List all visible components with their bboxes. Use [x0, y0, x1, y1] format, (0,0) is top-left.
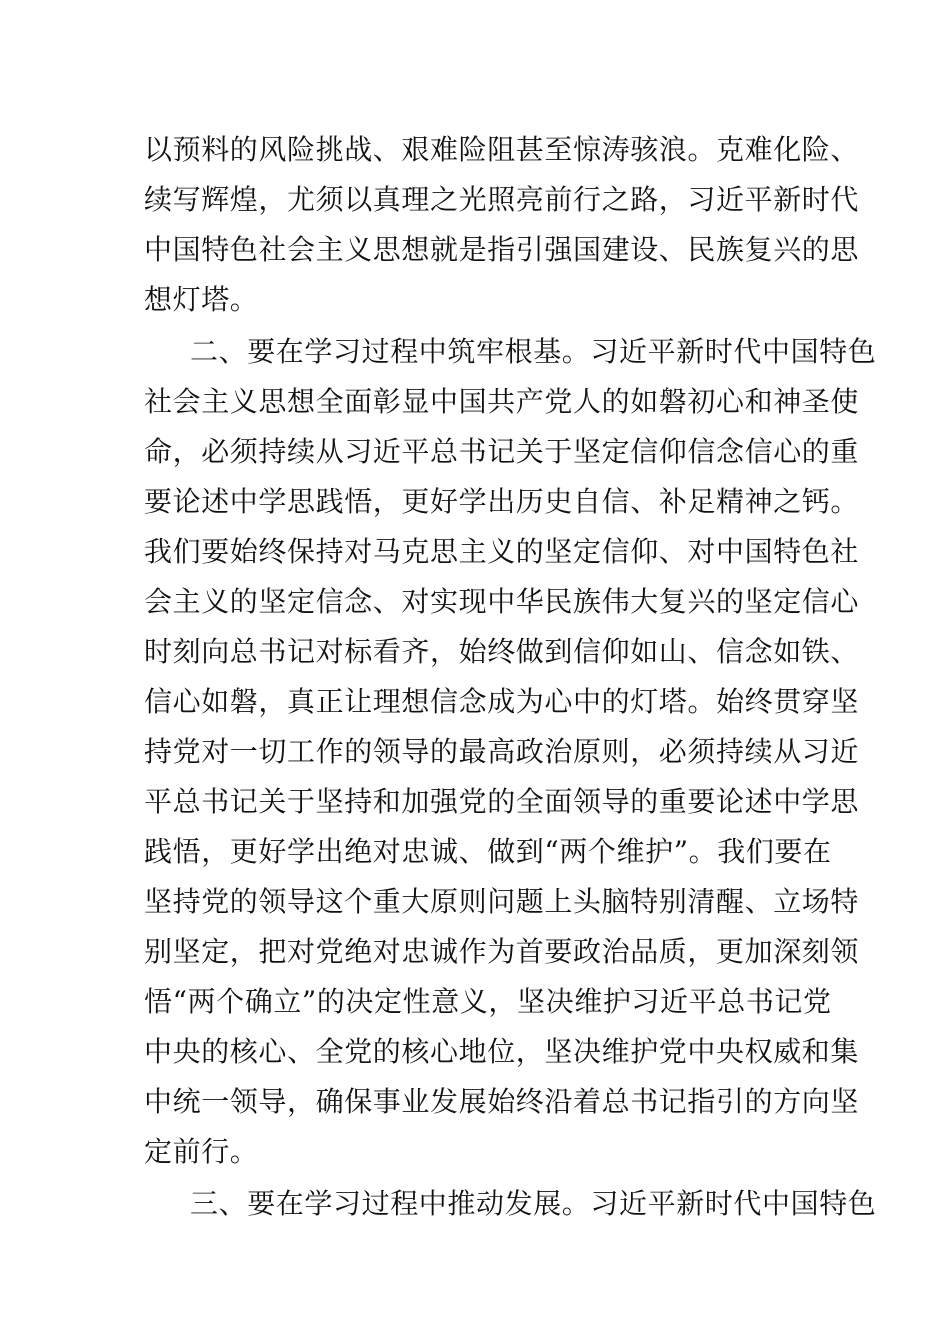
text-line: 中统一领导，确保事业发展始终沿着总书记指引的方向坚 — [144, 1085, 860, 1118]
text-line: 坚持党的领导这个重大原则问题上头脑特别清醒、立场特 — [144, 885, 860, 918]
text-line: 平总书记关于坚持和加强党的全面领导的重要论述中学思 — [144, 785, 860, 818]
text-line: 时刻向总书记对标看齐，始终做到信仰如山、信念如铁、 — [144, 635, 860, 668]
text-line: 践悟，更好学出绝对忠诚、做到“两个维护”。我们要在 — [144, 835, 832, 868]
text-line: 别坚定，把对党绝对忠诚作为首要政治品质，更加深刻领 — [144, 935, 860, 968]
text-line: 想灯塔。 — [144, 283, 259, 316]
text-line: 定前行。 — [144, 1135, 259, 1168]
text-line: 命，必须持续从习近平总书记关于坚定信仰信念信心的重 — [144, 435, 860, 468]
text-line: 我们要始终保持对马克思主义的坚定信仰、对中国特色社 — [144, 535, 860, 568]
text-line: 以预料的风险挑战、艰难险阻甚至惊涛骇浪。克难化险、 — [144, 133, 860, 166]
text-line: 会主义的坚定信念、对实现中华民族伟大复兴的坚定信心 — [144, 585, 860, 618]
text-line: 要论述中学思践悟，更好学出历史自信、补足精神之钙。 — [144, 485, 860, 518]
text-line: 中国特色社会主义思想就是指引强国建设、民族复兴的思 — [144, 233, 860, 266]
text-line: 悟“两个确立”的决定性意义，坚决维护习近平总书记党 — [144, 985, 832, 1018]
text-line: 信心如磐，真正让理想信念成为心中的灯塔。始终贯穿坚 — [144, 685, 860, 718]
section-heading-line: 三、要在学习过程中推动发展。习近平新时代中国特色 — [190, 1187, 877, 1220]
text-line: 持党对一切工作的领导的最高政治原则，必须持续从习近 — [144, 735, 860, 768]
text-line: 社会主义思想全面彰显中国共产党人的如磐初心和神圣使 — [144, 385, 860, 418]
section-heading-line: 二、要在学习过程中筑牢根基。习近平新时代中国特色 — [190, 335, 877, 368]
text-line: 中央的核心、全党的核心地位，坚决维护党中央权威和集 — [144, 1035, 860, 1068]
text-line: 续写辉煌，尤须以真理之光照亮前行之路，习近平新时代 — [144, 183, 860, 216]
